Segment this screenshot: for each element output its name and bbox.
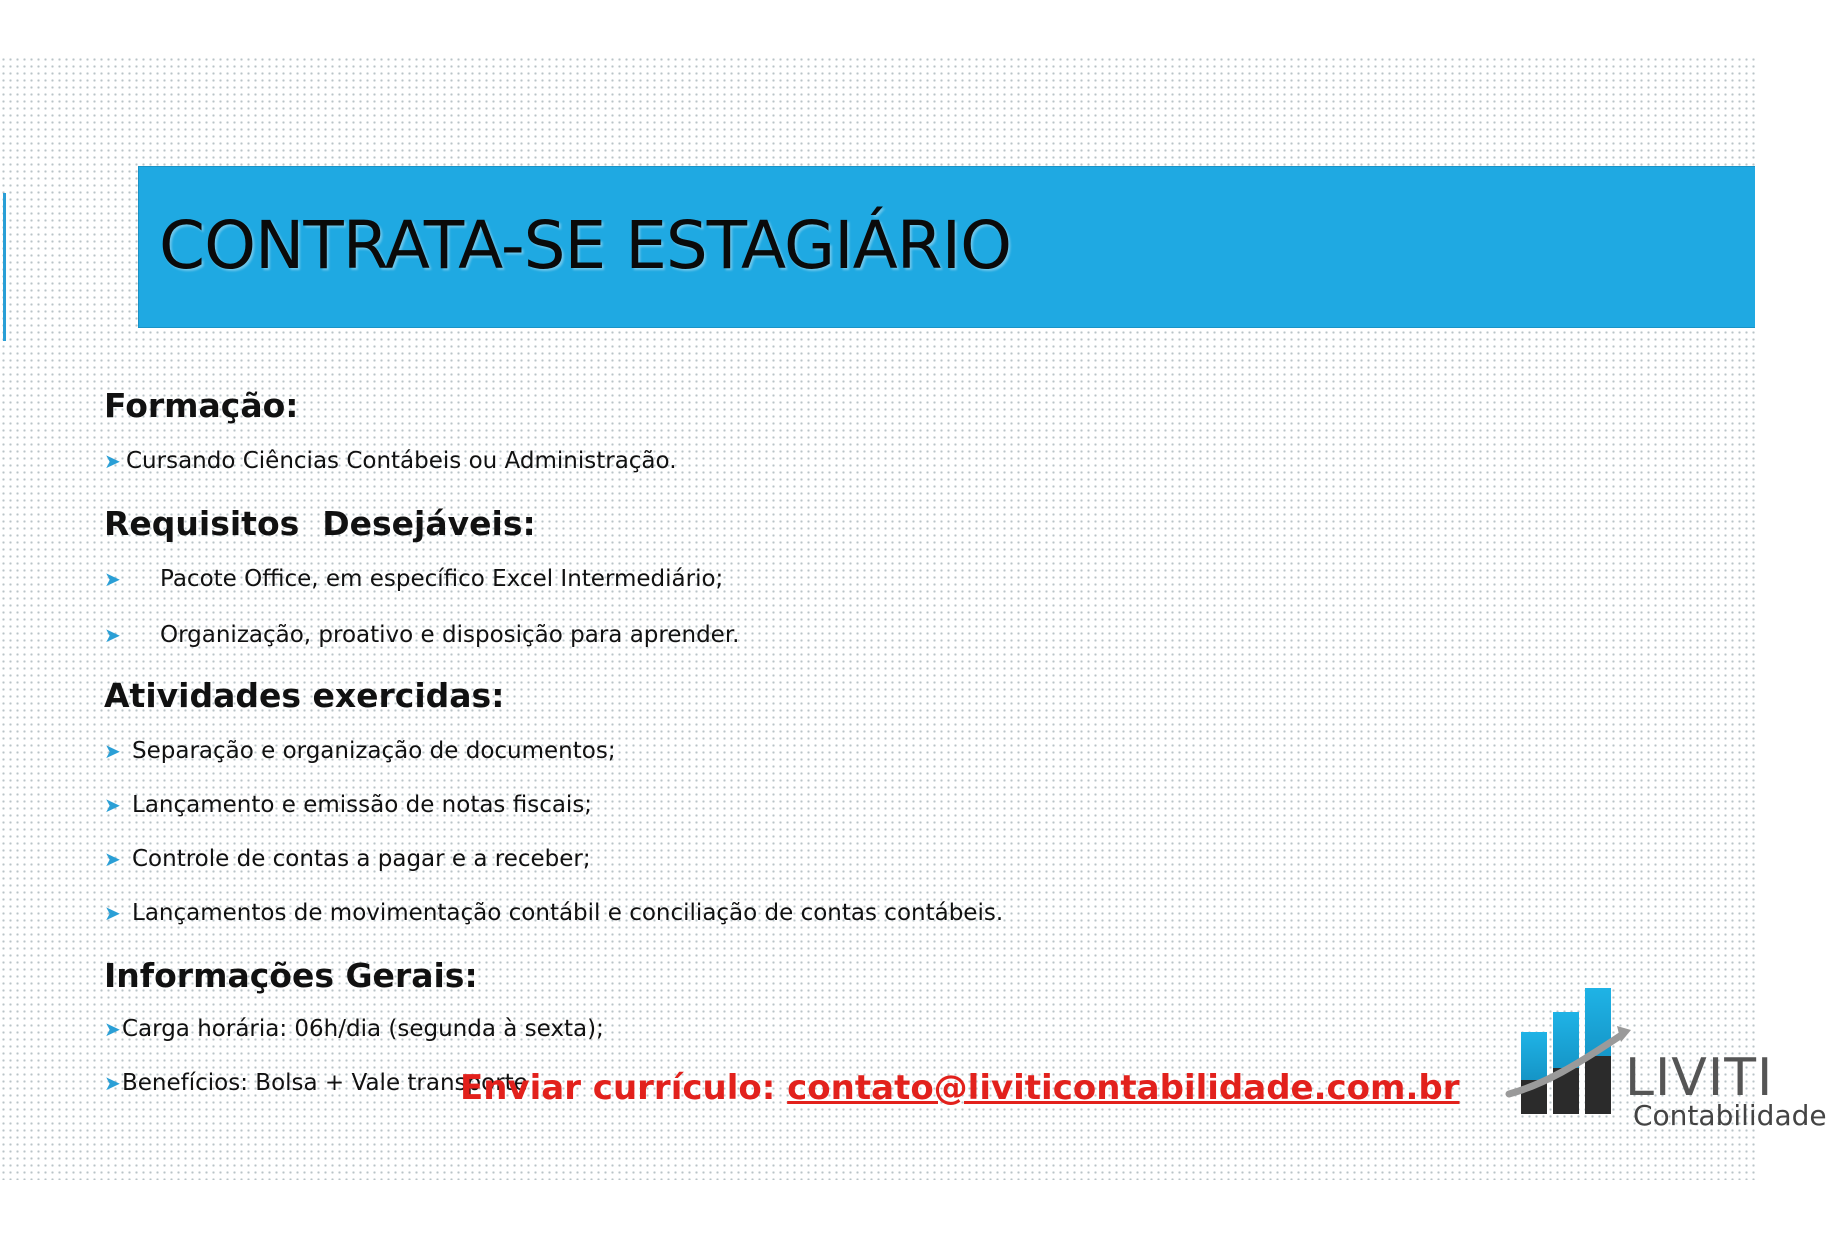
list-item-text: Lançamento e emissão de notas fiscais;	[132, 792, 593, 818]
list-item-text: Cursando Ciências Contábeis ou Administração.	[126, 448, 677, 474]
arrow-bullet-icon: ➤	[104, 1017, 121, 1041]
arrow-bullet-icon: ➤	[104, 793, 121, 817]
list-item-text: Controle de contas a pagar e a receber;	[132, 846, 591, 872]
logo-name: LIVITI	[1625, 1048, 1774, 1108]
list-item	[104, 566, 723, 592]
list-item	[104, 900, 1003, 926]
section-heading-formacao: Formação:	[104, 386, 299, 425]
list-item-text: Separação e organização de documentos;	[132, 738, 616, 764]
list-item	[104, 1016, 604, 1042]
list-item-text: Benefícios: Bolsa + Vale transporte	[122, 1070, 528, 1096]
page-title: CONTRATA-SE ESTAGIÁRIO	[159, 207, 1012, 284]
arrow-bullet-icon: ➤	[104, 623, 121, 647]
arrow-bullet-icon: ➤	[104, 739, 121, 763]
list-item-text: Lançamentos de movimentação contábil e conciliação de contas contábeis.	[132, 900, 1004, 926]
contact-label: Enviar currículo:	[460, 1068, 788, 1108]
list-item-text: Carga horária: 06h/dia (segunda à sexta);	[122, 1016, 604, 1042]
section-heading-atividades: Atividades exercidas:	[104, 676, 505, 715]
list-item-text: Organização, proativo e disposição para aprender.	[160, 622, 740, 648]
list-item-text: Pacote Office, em específico Excel Intermediário;	[160, 566, 724, 592]
section-heading-informacoes: Informações Gerais:	[104, 956, 478, 995]
list-item	[104, 738, 616, 764]
arrow-bullet-icon: ➤	[104, 1071, 121, 1095]
contact-line	[460, 1068, 1460, 1108]
arrow-bullet-icon: ➤	[104, 567, 121, 591]
title-bar	[138, 166, 1755, 328]
left-accent-line	[3, 193, 6, 341]
list-item	[104, 622, 739, 648]
section-heading-requisitos: Requisitos Desejáveis:	[104, 504, 536, 543]
company-logo	[1505, 976, 1827, 1132]
list-item	[104, 792, 592, 818]
arrow-bullet-icon: ➤	[104, 449, 121, 473]
slide	[0, 56, 1827, 1180]
list-item	[104, 846, 591, 872]
logo-subtitle: Contabilidade	[1633, 1099, 1827, 1132]
list-item	[104, 448, 677, 474]
arrow-bullet-icon: ➤	[104, 901, 121, 925]
arrow-bullet-icon: ➤	[104, 847, 121, 871]
contact-email-link[interactable]: contato@liviticontabilidade.com.br	[787, 1068, 1460, 1108]
